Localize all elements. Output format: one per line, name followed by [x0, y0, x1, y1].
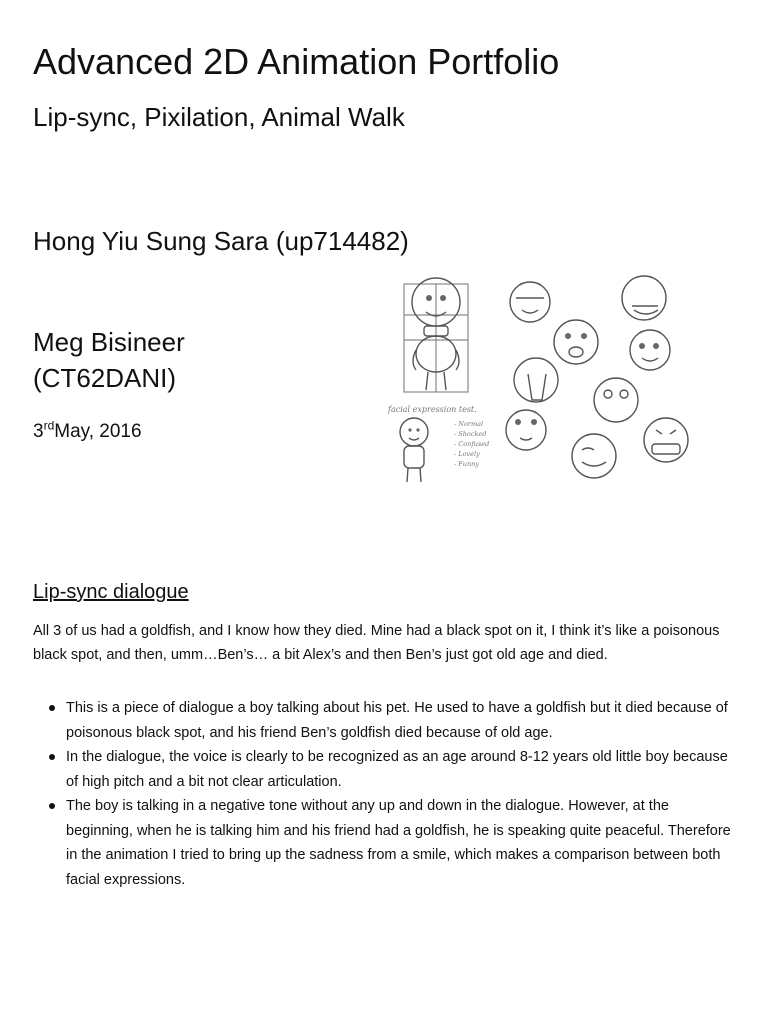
sketch-note-item: - Shocked — [454, 430, 487, 438]
document-subtitle: Lip-sync, Pixilation, Animal Walk — [33, 102, 405, 132]
bullet-text: This is a piece of dialogue a boy talking about his pet. He used to have a goldfish but it died because of poisonous black spot, and his friend Ben’s goldfish died because of old age. — [66, 700, 728, 741]
bullet-text: In the dialogue, the voice is clearly to be recognized as an age around 8-12 years old little boy because of high pitch and a bit not clear articulation. — [66, 749, 728, 790]
sketch-note-item: - Lovely — [454, 450, 480, 458]
bullet-item — [33, 696, 738, 745]
bullet-item — [33, 794, 738, 892]
date-suffix: rd — [43, 418, 55, 433]
date-day: 3 — [33, 421, 44, 442]
sketch-small-character — [400, 418, 428, 482]
sketch-note-item: - Funny — [454, 460, 480, 468]
tutor-name: Meg Bisineer — [33, 327, 185, 357]
sketch-note-title: facial expression test. — [388, 405, 477, 414]
date-month-year: May, 2016 — [54, 421, 142, 442]
document-title: Advanced 2D Animation Portfolio — [33, 41, 560, 82]
sketch-expression-faces — [506, 276, 688, 478]
bullet-text: The boy is talking in a negative tone without any up and down in the dialogue. However, at the beginning, when he is talking him and his friend had a goldfish, he is speaking quite peaceful. Therefore in the animation I tried to bring up the sadness from a smile, which makes a comparison between both facial expressions. — [66, 798, 731, 888]
character-sketch-illustration — [376, 270, 706, 488]
sketch-standing-character — [404, 278, 468, 392]
sketch-note-item: - Confused — [454, 440, 490, 448]
sketch-note — [387, 405, 489, 468]
tutor-code: (CT62DANI) — [33, 363, 177, 393]
bullet-dot-icon — [49, 803, 55, 809]
dialogue-quote: All 3 of us had a goldfish, and I know how they died. Mine had a black spot on it, I think it’s like a poisonous black spot, and then, umm…Ben’s… a bit Alex’s and then Ben’s just got old age and died. — [33, 623, 720, 663]
analysis-bullet-list — [33, 696, 738, 892]
bullet-dot-icon — [49, 705, 55, 711]
document-date — [33, 417, 142, 447]
section-heading: Lip-sync dialogue — [33, 581, 189, 603]
bullet-dot-icon — [49, 754, 55, 760]
bullet-item — [33, 745, 738, 794]
sketch-note-item: - Normal — [454, 420, 484, 428]
author-name: Hong Yiu Sung Sara (up714482) — [33, 226, 409, 256]
tutor-block — [33, 324, 185, 396]
